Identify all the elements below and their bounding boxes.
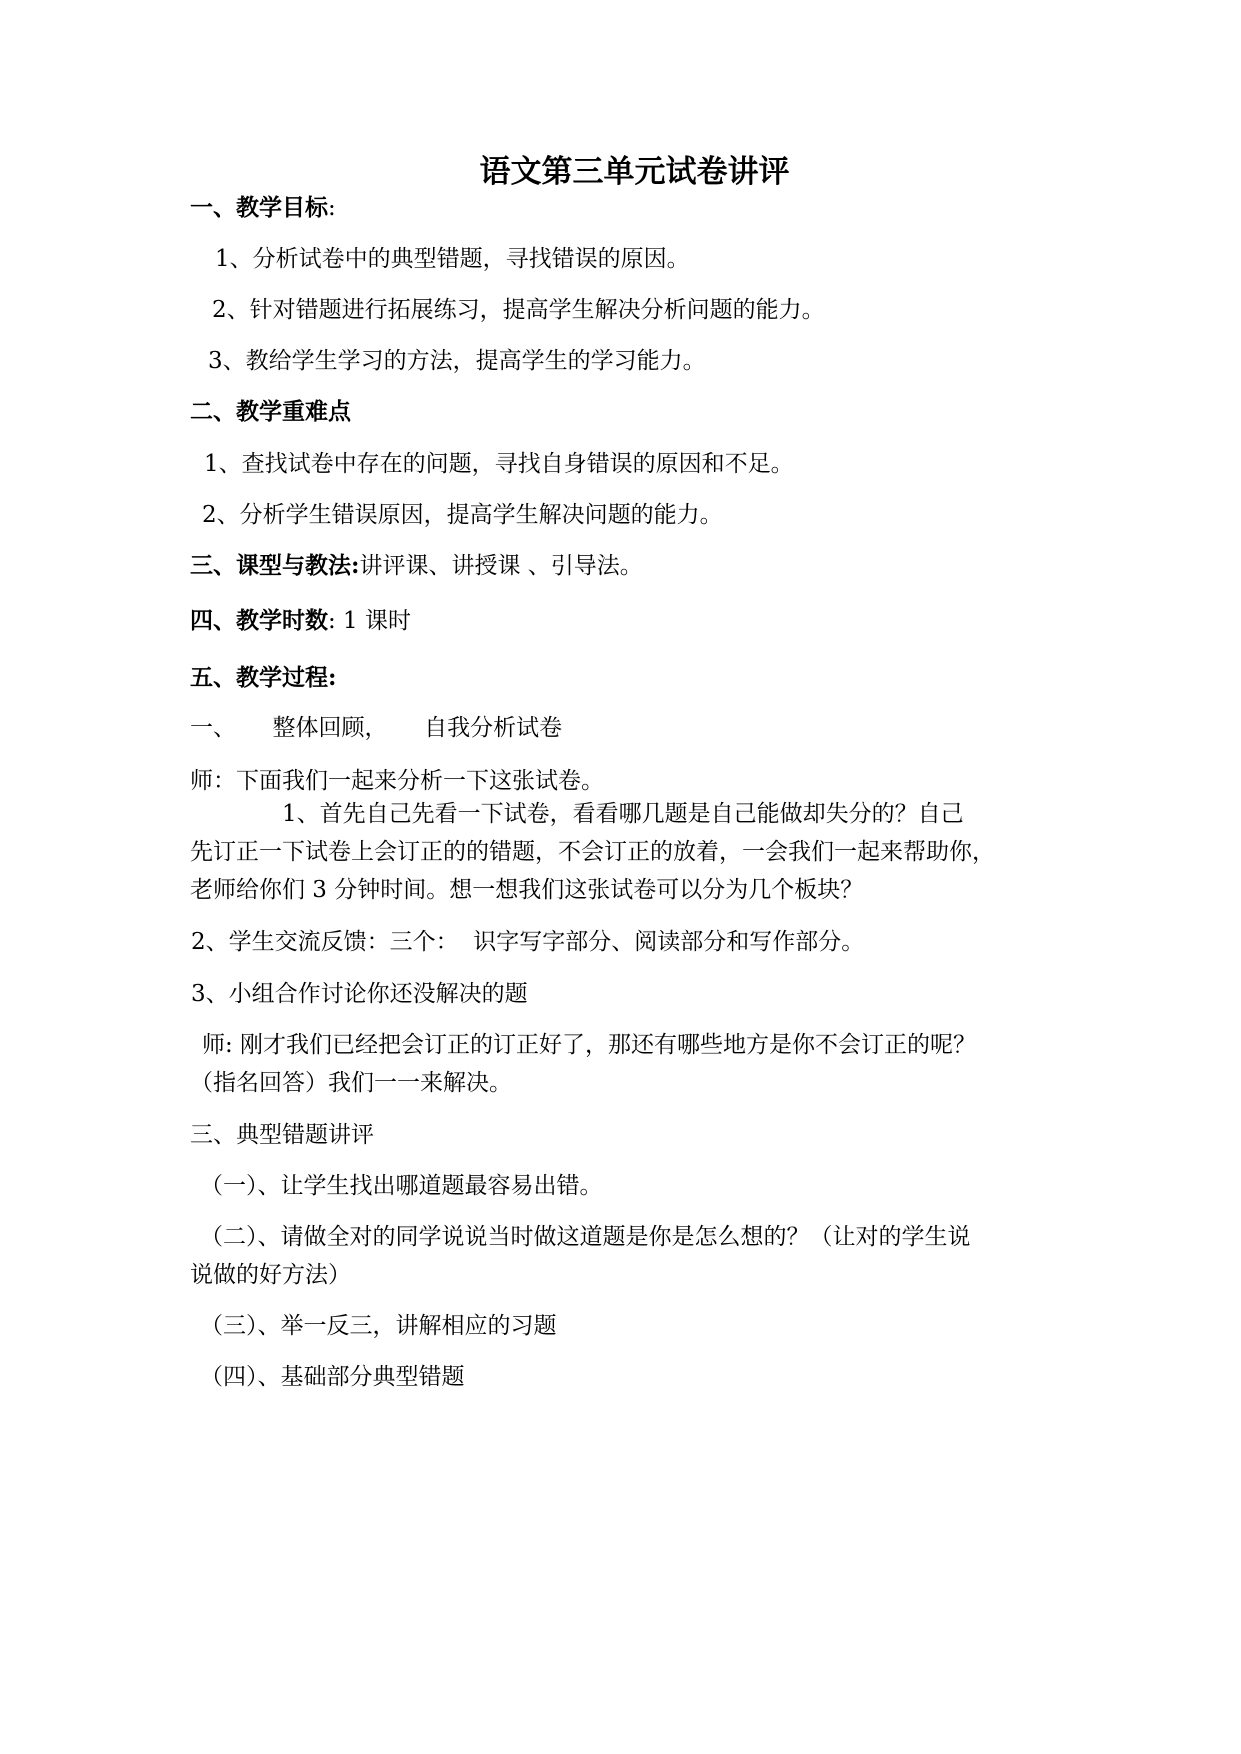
- sub-item-4: （四）、基础部分典型错题: [200, 1364, 465, 1390]
- section-4-text: : 1 课时: [328, 608, 412, 634]
- sub-item-2-line-2: 说做的好方法）: [190, 1262, 351, 1288]
- section-4-line: [190, 605, 1056, 637]
- paragraph-1-line-1: 1、首先自己先看一下试卷，看看哪几题是自己能做却失分的？自己: [282, 801, 964, 827]
- sub-item-2-line-1: （二）、请做全对的同学说说当时做这道题是你是怎么想的？（让对的学生说: [200, 1224, 971, 1250]
- objective-item-3: 3、教给学生学习的方法，提高学生的学习能力。: [208, 348, 706, 374]
- objective-item-1: 1、分析试卷中的典型错题，寻找错误的原因。: [215, 246, 690, 272]
- section-1-colon: :: [328, 195, 336, 221]
- sub-item-1: （一）、让学生找出哪道题最容易出错。: [200, 1173, 603, 1199]
- section-2-heading: 二、教学重难点: [190, 398, 351, 425]
- paragraph-1-line-2: 先订正一下试卷上会订正的的错题，不会订正的放着，一会我们一起来帮助你，: [190, 839, 995, 865]
- document-title: 语文第三单元试卷讲评: [479, 154, 790, 190]
- section-1-heading-line: [190, 192, 1056, 224]
- process-item-2: 2、学生交流反馈：三个： 识字写字部分、阅读部分和写作部分。: [191, 929, 865, 955]
- section-3-line: [190, 550, 1056, 582]
- teacher-question-line-2: （指名回答）我们一一来解决。: [190, 1070, 512, 1096]
- keypoint-item-2: 2、分析学生错误原因，提高学生解决问题的能力。: [202, 502, 723, 528]
- paragraph-1-line-3: 老师给你们 3 分钟时间。想一想我们这张试卷可以分为几个板块？: [190, 877, 864, 903]
- teacher-intro: 师：下面我们一起来分析一下这张试卷。: [190, 768, 604, 794]
- section-3-text: 讲评课、讲授课 、引导法。: [359, 553, 643, 579]
- process-item-3: 3、小组合作讨论你还没解决的题: [191, 981, 528, 1007]
- section-1-heading: 一、教学目标: [190, 194, 328, 221]
- teacher-question-line-1: 师: 刚才我们已经把会订正的订正好了，那还有哪些地方是你不会订正的呢？: [202, 1032, 977, 1058]
- section-3-heading: 三、课型与教法:: [190, 552, 360, 579]
- process-step-3: 三、典型错题讲评: [190, 1122, 374, 1148]
- keypoint-item-1: 1、查找试卷中存在的问题，寻找自身错误的原因和不足。: [204, 451, 794, 477]
- objective-item-2: 2、针对错题进行拓展练习，提高学生解决分析问题的能力。: [212, 297, 825, 323]
- section-5-heading: 五、教学过程:: [190, 664, 337, 691]
- section-4-heading: 四、教学时数: [190, 607, 328, 634]
- process-step-1: 一、 整体回顾， 自我分析试卷: [190, 715, 563, 741]
- sub-item-3: （三）、举一反三，讲解相应的习题: [200, 1313, 557, 1339]
